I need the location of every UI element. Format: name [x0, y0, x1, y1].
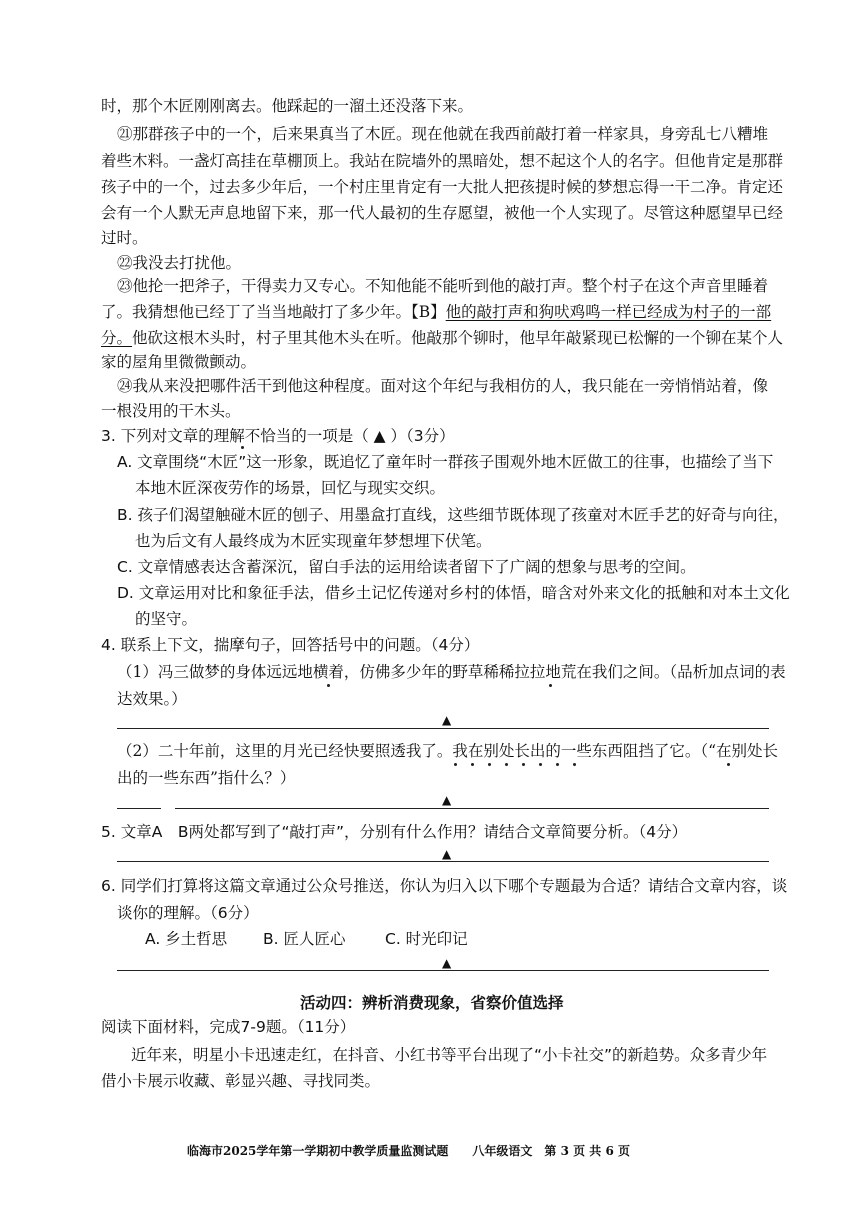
- question-3-option-a: A. 文章围绕“木匠”这一形象，既追忆了童年时一群孩子围观外地木匠做工的往事，也描绘了当下: [117, 453, 774, 471]
- question-3-stem: 3. 下列对文章的理解不恰当的一项是（ ▲ ）（3分）: [101, 427, 455, 445]
- answer-mark: ▲: [442, 713, 452, 727]
- paragraph-23: 家的屋角里微微颤动。: [101, 353, 257, 371]
- paragraph-21: 着些木料。一盏灯高挂在草棚顶上。我站在院墙外的黑暗处，想不起这个人的名字。但他肯定是那群: [101, 152, 784, 170]
- paragraph-24: 一根没用的干木头。: [101, 402, 241, 420]
- question-6-option-c: C. 时光印记: [385, 930, 468, 948]
- activity-4-text: 借小卡展示收藏、彰显兴趣、寻找同类。: [101, 1072, 381, 1090]
- answer-line: [117, 970, 769, 971]
- activity-4-text: 近年来，明星小卡迅速走红，在抖音、小红书等平台出现了“小卡社交”的新趋势。众多青少年: [131, 1046, 768, 1064]
- paragraph-21: 会有一个人默无声息地留下来，那一代人最初的生存愿望，被他一个人实现了。尽管这种愿望早已经: [101, 204, 784, 222]
- question-3-option-a: 本地木匠深夜劳作的场景，回忆与现实交织。: [135, 479, 446, 497]
- question-6-stem: 谈你的理解。（6分）: [117, 904, 259, 922]
- emphasis-dot: [327, 684, 330, 687]
- answer-mark: ▲: [442, 793, 452, 807]
- activity-4-instruction: 阅读下面材料，完成7-9题。（11分）: [101, 1018, 356, 1036]
- paragraph-23: [101, 302, 771, 322]
- emphasis-dot: [522, 763, 525, 766]
- passage-text: 了。我猜想他已经丁了当当地敲打了多少年。【B】: [101, 303, 446, 321]
- paragraph-21: 过时。: [101, 229, 148, 247]
- question-6-option-b: B. 匠人匠心: [263, 930, 346, 948]
- question-3-option-d: 的坚守。: [135, 610, 198, 628]
- answer-line: [117, 728, 769, 729]
- passage-text: 他砍这根木头时，村子里其他木头在听。他敲那个铆时，他早年敲紧现已松懈的一个铆在某个人: [132, 329, 784, 347]
- page-footer: 临海市2025学年第一学期初中教学质量监测试题 八年级语文 第 3 页 共 6 页: [187, 1144, 630, 1158]
- question-3-option-b: B. 孩子们渴望触碰木匠的刨子、用墨盒打直线，这些细节既体现了孩童对木匠手艺的好奇与向往，: [117, 506, 789, 524]
- answer-line: [117, 861, 769, 862]
- paragraph-21: ㉑那群孩子中的一个，后来果真当了木匠。现在他就在我西前敲打着一样家具，身旁乱七八糟堆: [117, 125, 769, 143]
- emphasis-dot: [573, 763, 576, 766]
- emphasis-dot: [549, 684, 552, 687]
- question-4-stem: 4. 联系上下文，揣摩句子，回答括号中的问题。（4分）: [101, 636, 480, 654]
- emphasis-dot: [454, 763, 457, 766]
- underlined-sentence-b: 分。: [101, 329, 133, 347]
- emphasis-dot: [556, 763, 559, 766]
- answer-line: [117, 808, 161, 809]
- question-4-sub-2: （2）二十年前，这里的月光已经快要照透我了。我在别处长出的一些东西阻挡了它。（“在别处长: [117, 742, 779, 760]
- question-4-sub-1: 达效果。）: [117, 690, 187, 708]
- paragraph-23: ㉓他抡一把斧子，干得卖力又专心。不知他能不能听到他的敲打声。整个村子在这个声音里睡着: [117, 277, 769, 295]
- answer-mark: ▲: [442, 956, 452, 970]
- answer-line: [175, 808, 769, 809]
- paragraph-21: 孩子中的一个，过去多少年后，一个村庄里肯定有一大批人把孩提时候的梦想忘得一干二净。肯定还: [101, 178, 784, 196]
- emphasis-dot: [241, 446, 244, 449]
- activity-4-title: 活动四：辨析消费现象，省察价值选择: [300, 994, 564, 1012]
- emphasis-dot: [539, 763, 542, 766]
- paragraph-22: ㉒我没去打扰他。: [117, 254, 242, 272]
- paragraph-24: ㉔我从来没把哪件活干到他这种程度。面对这个年纪与我相仿的人，我只能在一旁悄悄站着，像: [117, 377, 769, 395]
- passage-line: 时，那个木匠刚刚离去。他踩起的一溜土还没落下来。: [101, 97, 474, 115]
- emphasis-dot: [727, 763, 730, 766]
- question-3-option-d: D. 文章运用对比和象征手法，借乡土记忆传递对乡村的体悟，暗含对外来文化的抵触和对本土文化: [117, 584, 790, 602]
- question-6-stem: 6. 同学们打算将这篇文章通过公众号推送，你认为归入以下哪个专题最为合适？请结合文章内容，谈: [101, 877, 788, 895]
- emphasis-dot: [488, 763, 491, 766]
- question-3-option-b: 也为后文有人最终成为木匠实现童年梦想埋下伏笔。: [135, 532, 492, 550]
- question-3-option-c: C. 文章情感表达含蓄深沉，留白手法的运用给读者留下了广阔的想象与思考的空间。: [117, 558, 696, 576]
- emphasis-dot: [505, 763, 508, 766]
- emphasis-dot: [471, 763, 474, 766]
- question-5-stem: 5. 文章A B两处都写到了“敲打声”，分别有什么作用？请结合文章简要分析。（4分）: [101, 823, 688, 841]
- question-6-option-a: A. 乡土哲思: [145, 930, 228, 948]
- answer-mark: ▲: [442, 847, 452, 861]
- underlined-sentence-b: 他的敲打声和狗吠鸡鸣一样已经成为村子的一部: [445, 303, 772, 321]
- paragraph-23: [101, 328, 783, 348]
- question-4-sub-1: （1）冯三做梦的身体远远地横着，仿佛多少年的野草稀稀拉拉地荒在我们之间。（品析加点词的表: [117, 663, 786, 681]
- question-4-sub-2: 出的一些东西”指什么？）: [117, 769, 296, 787]
